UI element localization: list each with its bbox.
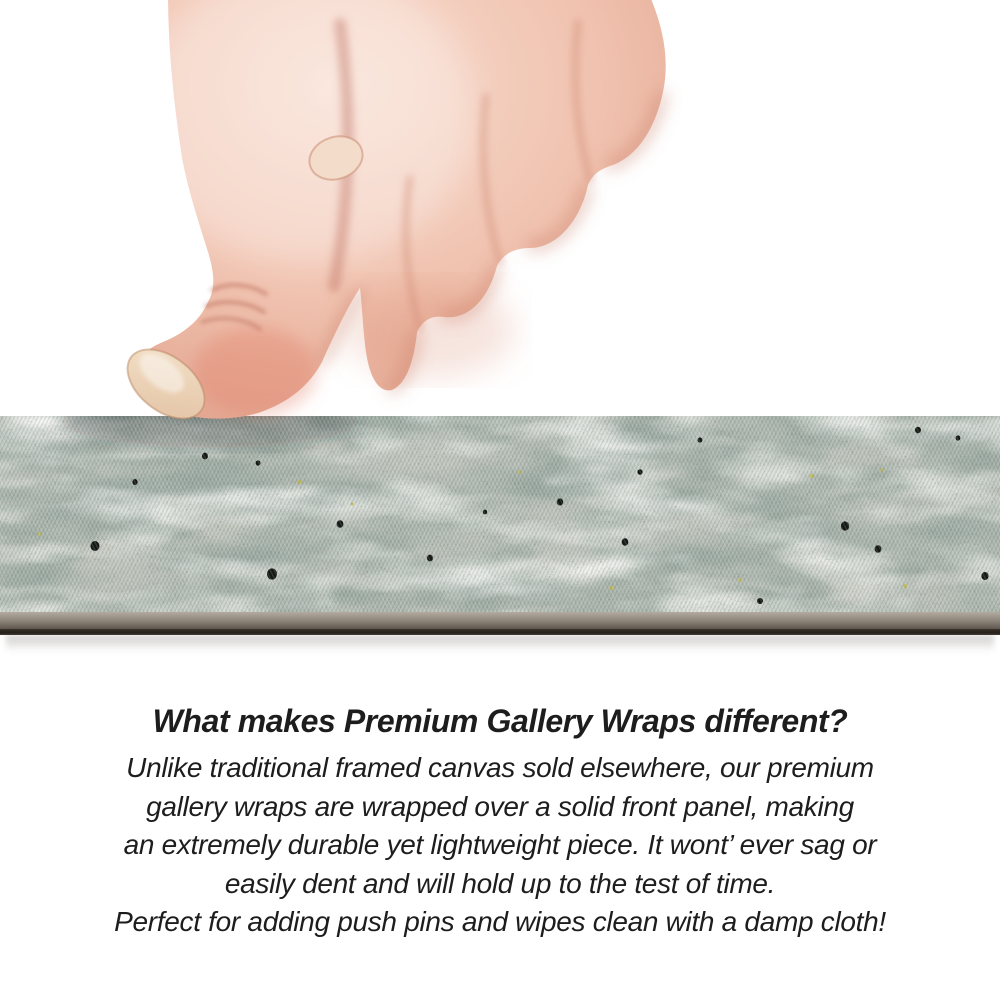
thumb-pressure-tint (193, 328, 317, 416)
index-fingernail (304, 130, 368, 187)
canvas-weave-overlay (0, 416, 1000, 612)
knuckle-shadows (324, 96, 661, 388)
body-line-5: Perfect for adding push pins and wipes clean with a damp cloth! (114, 906, 886, 937)
body-line-4: easily dent and will hold up to the test of time. (224, 867, 776, 899)
thumb-wrinkles (202, 285, 266, 329)
section-heading: What makes Premium Gallery Wraps different? (152, 703, 848, 739)
canvas-strip-painted-face (0, 416, 1000, 612)
body-line-3: an extremely durable yet lightweight piece. It wont’ ever sag or (123, 829, 877, 860)
canvas-drop-shadow (6, 635, 994, 652)
text-block (0, 701, 1000, 942)
hand-silhouette (136, 0, 666, 419)
body-line-2: gallery wraps are wrapped over a solid front panel, making (146, 790, 854, 822)
palm-highlight (135, 0, 475, 265)
canvas-strip (0, 416, 1000, 652)
finger-creases (334, 22, 590, 328)
fist-under-shadow (345, 282, 515, 378)
body-line-1: Unlike traditional framed canvas sold elsewhere, our premium (126, 752, 874, 783)
canvas-side-edge (0, 612, 1000, 629)
